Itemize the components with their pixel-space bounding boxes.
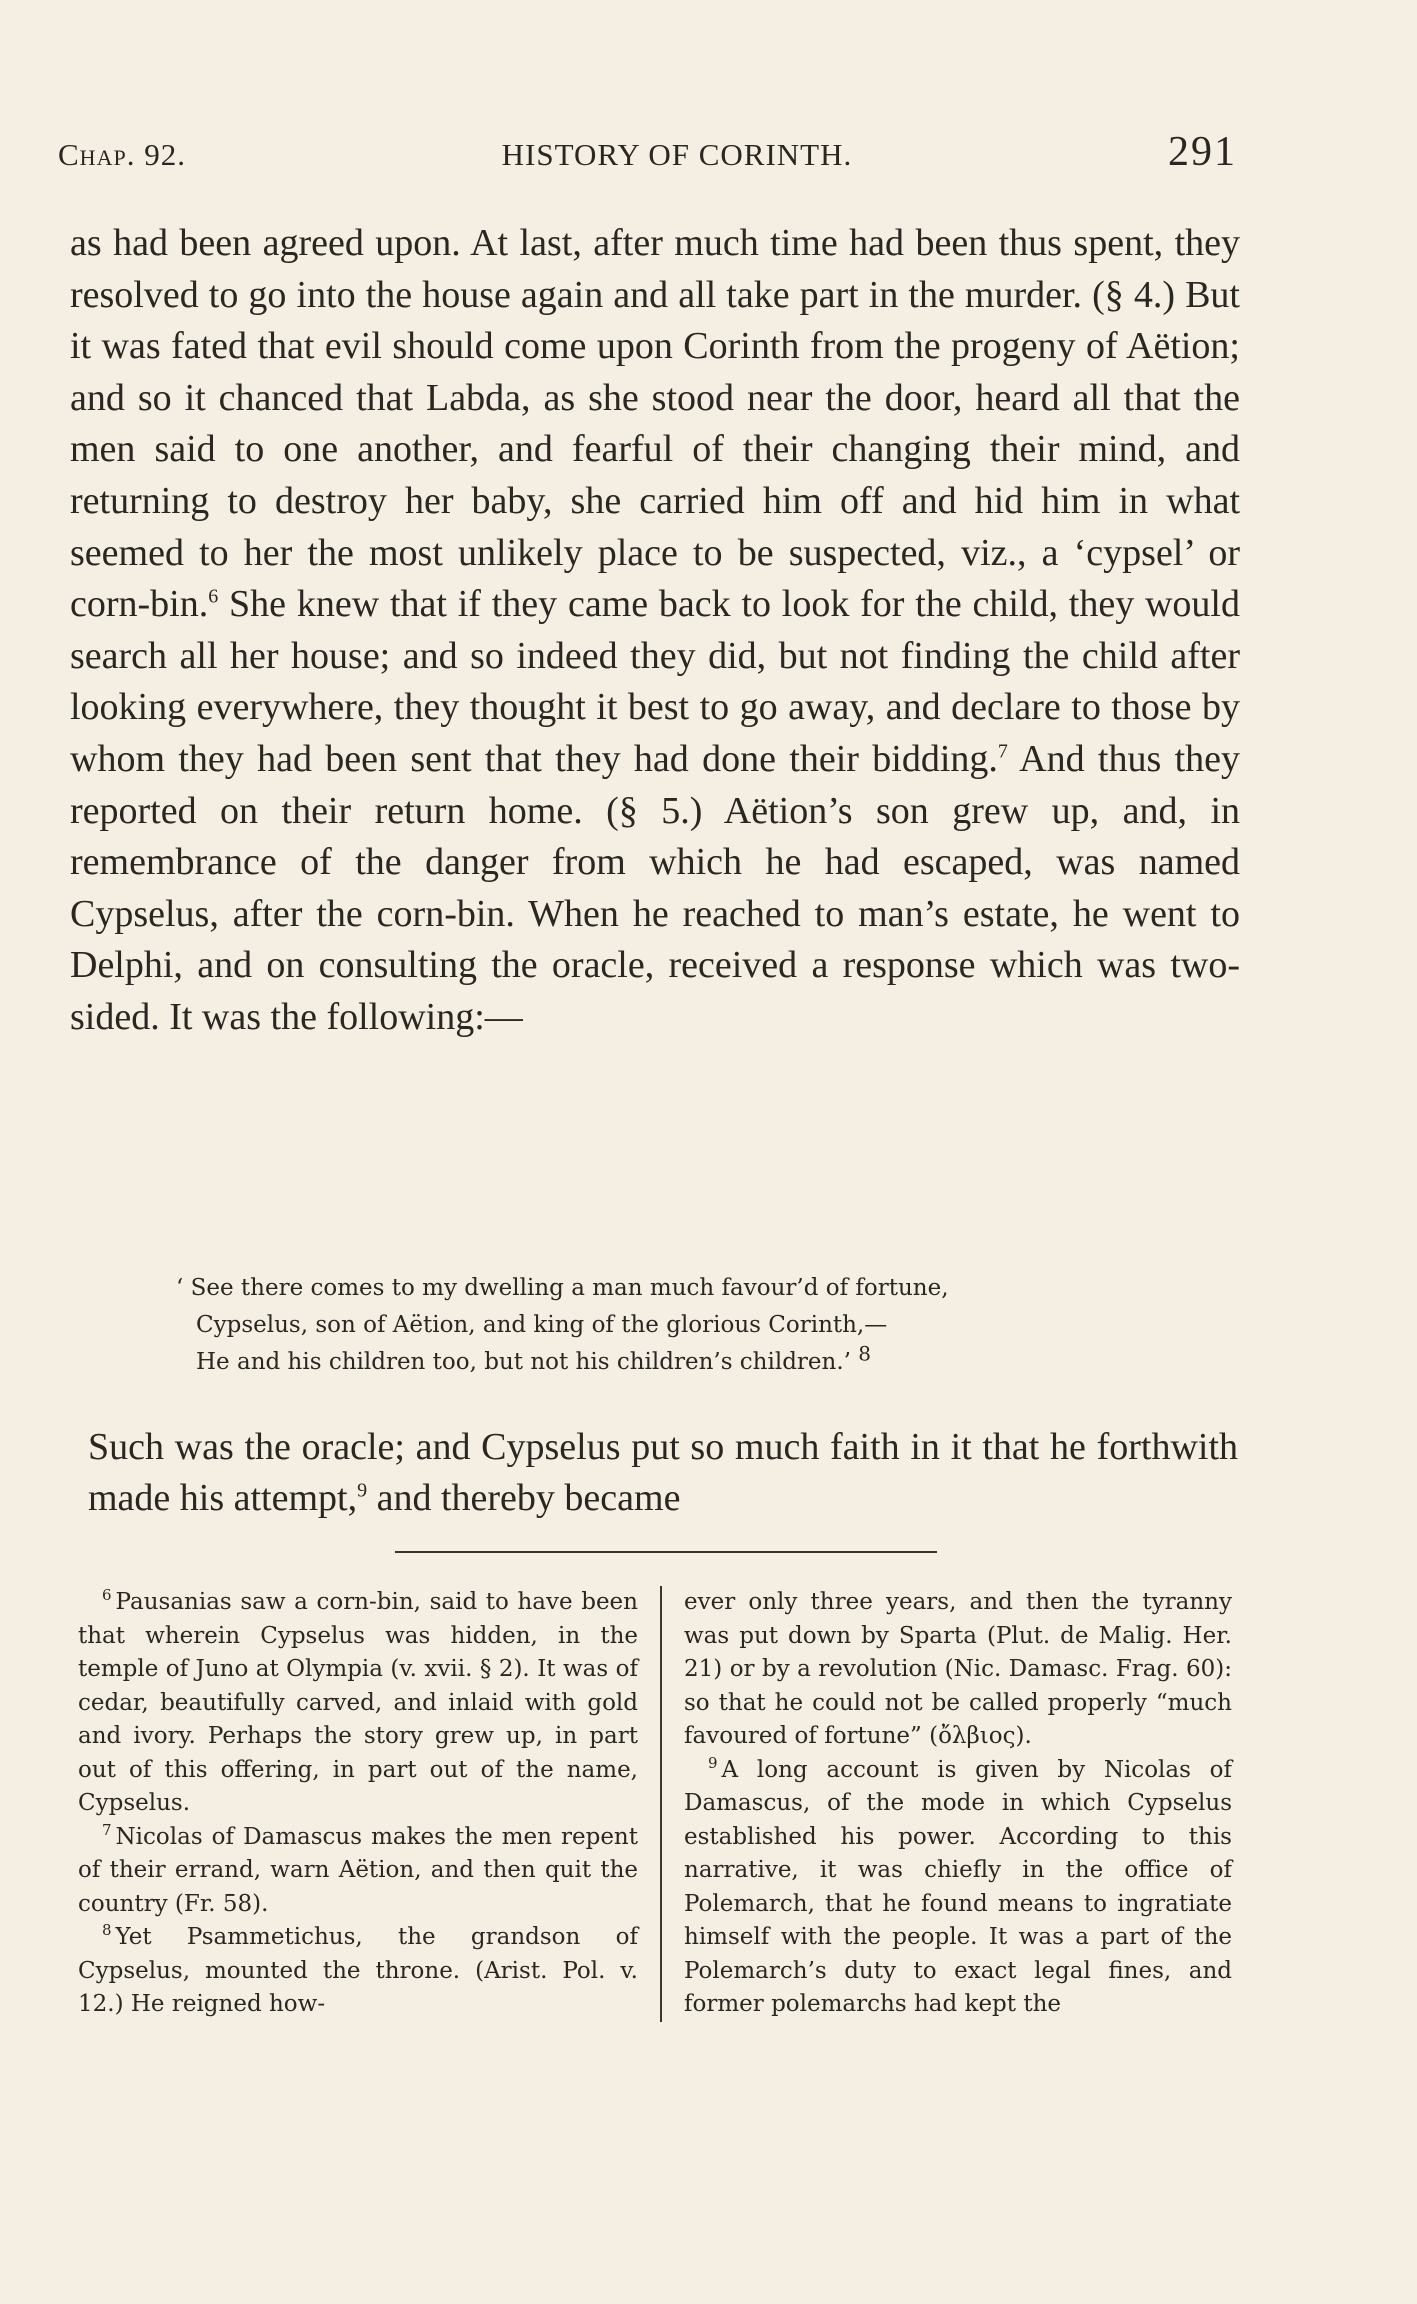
footnote-text: A long account is given by Nicolas of Damascus, of the mode in which Cypselus established his power. According to this narrative, it was chiefly in the office of Polemarch, that he found means to ingratiate himself with the people. It was a part of the Polemarch’s duty to exact legal fines, and former polemarchs had kept the [684,1756,1232,2017]
footnote-8 [78,1921,638,2022]
footnote-column-right [662,1586,1232,2022]
footnote-text: Yet Psammetichus, the grandson of Cypselus, mounted the throne. (Arist. Pol. v. 12.) He reigned how- [78,1924,638,2017]
paragraph-text: She knew that if they came back to look for the child, they would search all her house; and so indeed they did, but not finding the child after looking everywhere, they thought it best to go away, and declare to those by whom they had been sent that they had done their bidding. [70,583,1240,780]
verse-line [176,1341,1176,1381]
footnote-text: Pausanias saw a corn-bin, said to have been that wherein Cypselus was hidden, in the temple of Juno at Olympia (v. xvii. § 2). It was of cedar, beautifully carved, and inlaid with gold and ivory. Perhaps the story grew up, in part out of this offering, in part out of the name, Cypselus. [78,1589,638,1816]
footnote-number: 6 [102,1586,112,1605]
footnote-number: 9 [708,1753,718,1772]
footnotes [78,1586,1238,2022]
footnote-ref-9: 9 [357,1479,368,1502]
paragraph-text: and thereby became [367,1477,681,1519]
running-title: HISTORY OF CORINTH. [501,137,853,172]
paragraph [70,218,1240,1044]
verse-line: Cypselus, son of Aëtion, and king of the glorious Corinth,— [196,1312,888,1338]
oracle-verse [176,1270,1176,1381]
paragraph-text: as had been agreed upon. At last, after much time had been thus spent, they resolved to go into the house again and all take part in the murder. (§ 4.) But it was fated that evil should come upon Corinth from the progeny of Aëtion; and so it chanced that Labda, as she stood near the door, heard all that the men said to one another, and fearful of their changing their mind, and returning to destroy her baby, she carried him off and hid him in what seemed to her the most unlikely place to be suspected, viz., a ‘cypsel’ or corn-bin. [70,222,1240,626]
footnote-ref-8: 8 [858,1341,872,1366]
footnote-number: 7 [102,1820,112,1839]
footnote-6 [78,1586,638,1821]
verse-line-text: He and his children too, but not his children’s children.’ [196,1349,851,1375]
verse-line: ‘ See there comes to my dwelling a man much favour’d of fortune, [176,1275,949,1301]
paragraph-text: Such was the oracle; and Cypselus put so much faith in it that he forthwith made his attempt, [88,1426,1238,1519]
main-text [70,218,1240,1044]
footnote-8-continued [684,1586,1232,1754]
footnote-ref-6: 6 [208,585,219,608]
main-text-continued [88,1422,1238,1524]
footnote-7 [78,1821,638,1922]
paragraph-text: And thus they reported on their return home. (§ 5.) Aëtion’s son grew up, and, in remembrance of the danger from which he had escaped, was named Cypselus, after the corn-bin. When he reached to man’s estate, he went to Delphi, and on consulting the oracle, received a response which was two-sided. It was the following:— [70,737,1241,1038]
running-header [58,128,1237,176]
footnote-9 [684,1754,1232,2022]
footnote-ref-7: 7 [997,740,1008,763]
footnote-divider [395,1551,937,1553]
chapter-label: Chap. 92. [58,137,186,172]
footnote-number: 8 [102,1921,112,1940]
footnote-column-left [78,1586,662,2022]
page-number: 291 [1167,129,1237,175]
footnote-text: ever only three years, and then the tyranny was put down by Sparta (Plut. de Malig. Her. 21) or by a revolution (Nic. Damasc. Frag. 60): so that he could not be called properly “much favoured of fortune” (ὄλβιος). [684,1589,1232,1749]
footnote-text: Nicolas of Damascus makes the men repent of their errand, warn Aëtion, and then quit the country (Fr. 58). [78,1823,638,1917]
